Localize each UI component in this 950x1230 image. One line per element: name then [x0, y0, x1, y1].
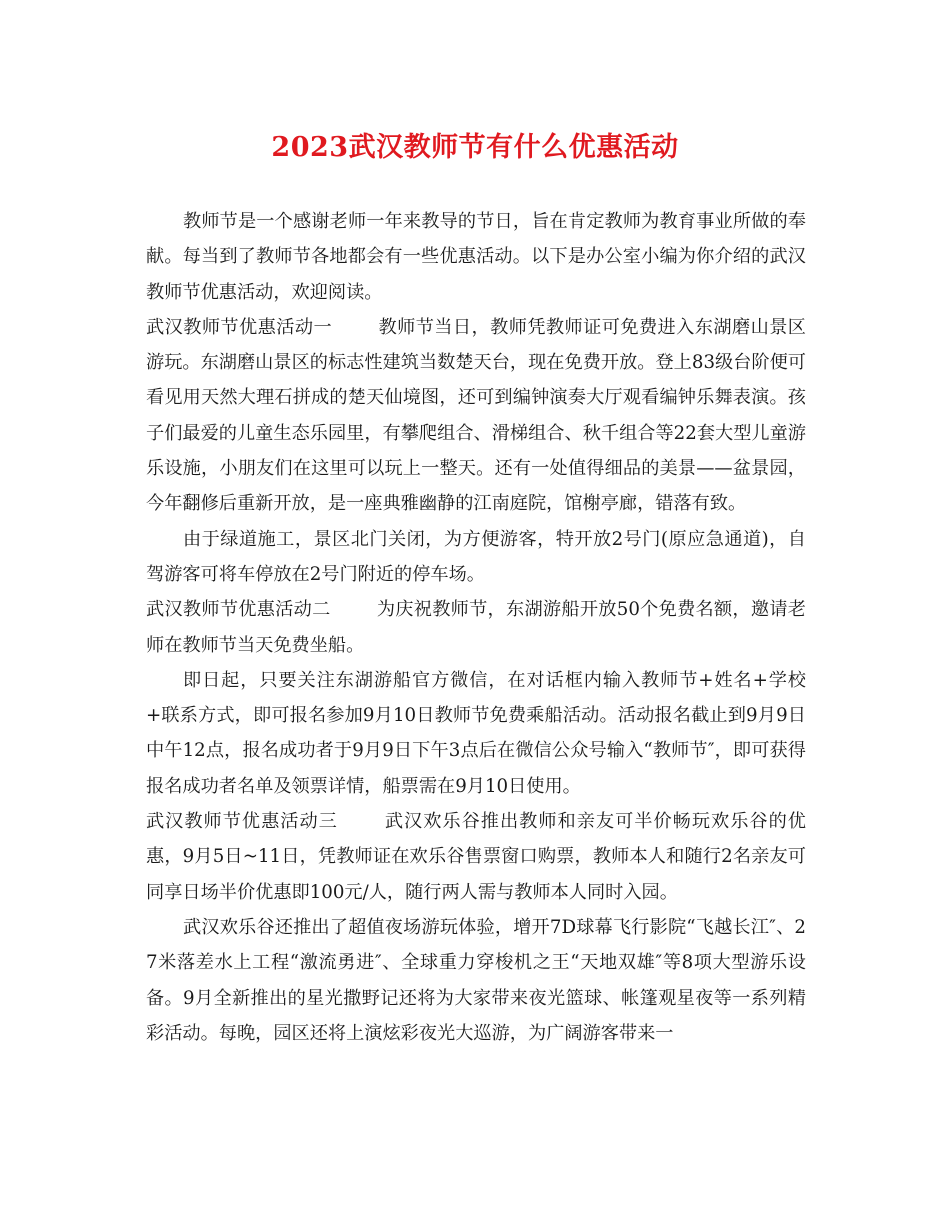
section-3-lead: 武汉欢乐谷推出教师和亲友可半价畅玩欢乐谷的优惠，9月5日~11日，凭教师证在欢乐谷售票窗口购票，教师本人和随行2名亲友可同享日场半价优惠即100元/人，随行两人需与教师本人同时入园。: [146, 811, 806, 903]
section-2-extra-paragraph: 即日起，只要关注东湖游船官方微信，在对话框内输入教师节+姓名+学校+联系方式，即可报名参加9月10日教师节免费乘船活动。活动报名截止到9月9日中午12点，报名成功者于9月9日下午3点后在微信公众号输入“教师节″，即可获得报名成功者名单及领票详情，船票需在9月10日使用。: [146, 669, 806, 797]
section-3-heading: 武汉教师节优惠活动三: [146, 811, 338, 833]
section-3-extra-paragraph: 武汉欢乐谷还推出了超值夜场游玩体验，增开7D球幕飞行影院“飞越长江″、27米落差水上工程“激流勇进″、全球重力穿梭机之王“天地双雄″等8项大型游乐设备。9月全新推出的星光撒野记还将为大家带来夜光篮球、帐篷观星夜等一系列精彩活动。每晚，园区还将上演炫彩夜光大巡游，为广阔游客带来一: [146, 916, 806, 1044]
section-2-paragraph: [146, 592, 806, 663]
section-1-extra-paragraph: 由于绿道施工，景区北门关闭，为方便游客，特开放2号门(原应急通道)，自驾游客可将车停放在2号门附近的停车场。: [146, 528, 806, 585]
document-title: 2023武汉教师节有什么优惠活动: [271, 132, 679, 163]
section-3-paragraph: [146, 804, 806, 910]
intro-paragraph: 教师节是一个感谢老师一年来教导的节日，旨在肯定教师为教育事业所做的奉献。每当到了教师节各地都会有一些优惠活动。以下是办公室小编为你介绍的武汉教师节优惠活动，欢迎阅读。: [146, 211, 806, 303]
section-2-heading: 武汉教师节优惠活动二: [146, 599, 331, 621]
section-2-lead: 为庆祝教师节，东湖游船开放50个免费名额，邀请老师在教师节当天免费坐船。: [146, 599, 806, 656]
section-1-paragraph: [146, 310, 806, 522]
section-1-heading: 武汉教师节优惠活动一: [146, 316, 333, 338]
document-body: [146, 204, 806, 1051]
section-1-lead: 教师节当日，教师凭教师证可免费进入东湖磨山景区游玩。东湖磨山景区的标志性建筑当数楚天台，现在免费开放。登上83级台阶便可看见用天然大理石拼成的楚天仙境图，还可到编钟演奏大厅观看编钟乐舞表演。孩子们最爱的儿童生态乐园里，有攀爬组合、滑梯组合、秋千组合等22套大型儿童游乐设施，小朋友们在这里可以玩上一整天。还有一处值得细品的美景——盆景园，今年翻修后重新开放，是一座典雅幽静的江南庭院，馆榭亭廊，错落有致。: [146, 316, 806, 515]
